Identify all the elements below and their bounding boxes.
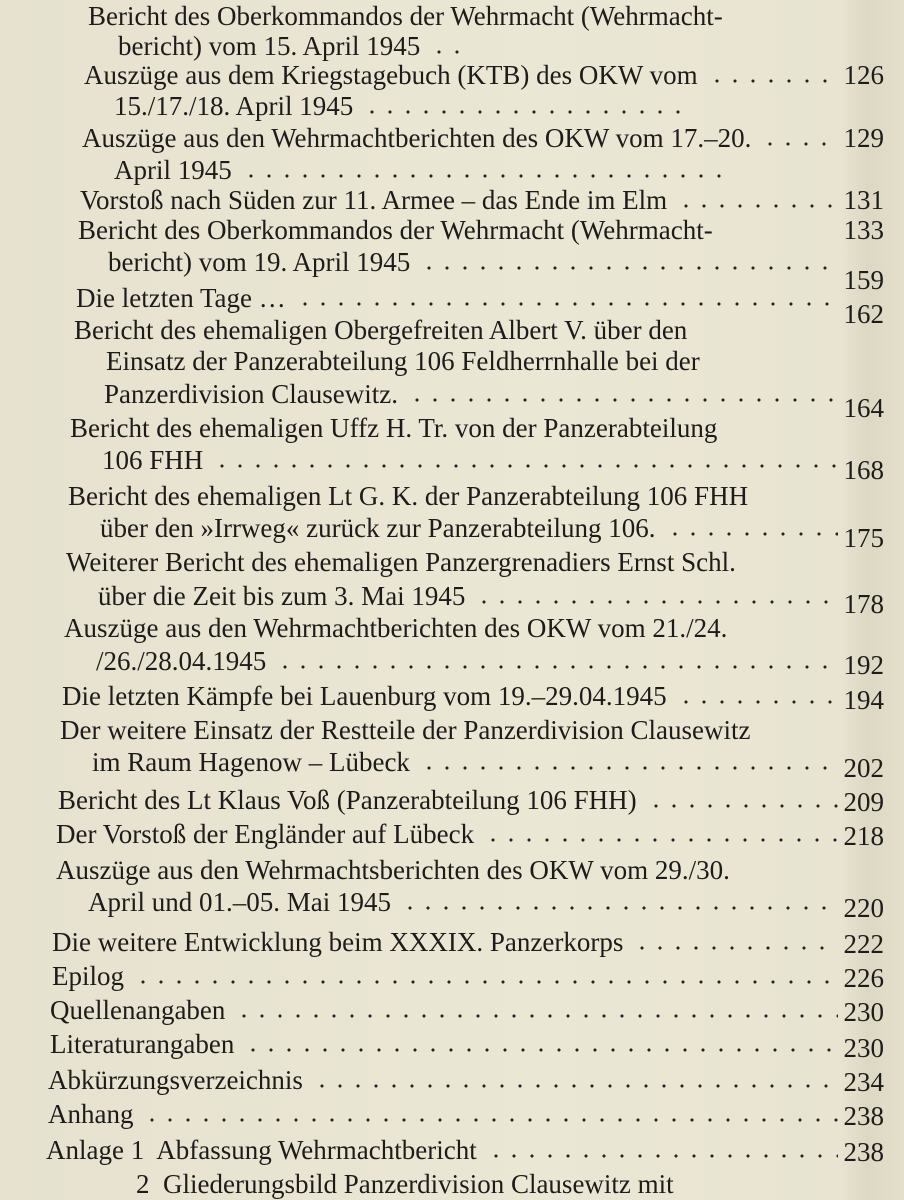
dot-leader [276,664,837,670]
toc-line [136,1170,674,1198]
page-number: 192 [843,650,884,680]
page-number: 129 [843,123,884,153]
toc-line [96,646,884,680]
page-number: 133 [843,215,884,245]
page-number: 220 [843,893,884,923]
toc-line [118,32,478,60]
dot-leader [420,765,838,771]
page-number: 209 [843,787,884,817]
dot-leader [647,803,838,809]
dot-leader [363,109,688,115]
dot-leader [761,141,837,147]
dot-leader [484,837,837,843]
toc-text: Literaturangaben [50,1029,235,1059]
toc-text: bericht) vom 15. April 1945 [118,31,421,61]
toc-text: Einsatz der Panzerabteilung 106 Feldherrnhalle bei der [106,346,700,376]
page-number: 164 [843,393,884,423]
toc-line [62,681,884,715]
toc-text: Anhang [48,1099,134,1129]
toc-line [46,1135,884,1167]
dot-leader [134,979,838,985]
toc-text: 15./17./18. April 1945 [114,91,354,121]
toc-text: Bericht des ehemaligen Obergefreiten Albert V. über den [74,315,688,345]
toc-line [82,124,884,152]
toc-text: Der weitere Einsatz der Restteile der Panzerdivision Clausewitz [60,715,751,745]
dot-leader [708,78,838,84]
toc-line [92,747,884,783]
dot-leader [487,1153,838,1159]
dot-leader [420,265,837,271]
toc-text: April 1945 [114,155,232,185]
toc-line [80,186,884,214]
page-number: 178 [843,589,884,619]
toc-line [64,614,727,642]
toc-line [114,92,694,120]
page-number: 230 [843,997,884,1027]
dot-leader [296,301,838,307]
dot-leader [677,203,837,209]
dot-leader [633,945,837,951]
toc-text: Epilog [52,961,124,991]
toc-text: Der Vorstoß der Engländer auf Lübeck [56,819,475,849]
toc-line [56,819,884,851]
toc-text: /26./28.04.1945 [96,646,267,676]
toc-line [66,548,736,576]
toc-line [74,316,687,344]
toc-text: über die Zeit bis zum 3. Mai 1945 [98,581,466,611]
toc-text: 2 Gliederungsbild Panzerdivision Clausewitz mit [136,1169,674,1199]
dot-leader [430,49,472,55]
page-number: 159 [843,265,884,295]
page-number: 238 [843,1101,884,1131]
page-number: 168 [843,455,884,485]
toc-text: Bericht des Oberkommandos der Wehrmacht (Wehrmacht- [78,215,713,245]
page-number: 202 [843,753,884,783]
dot-leader [677,699,838,705]
toc-line [48,1065,884,1097]
toc-line [102,445,884,485]
dot-leader [401,905,838,911]
toc-text: Vorstoß nach Süden zur 11. Armee – das Ende im Elm [80,185,668,215]
page-number: 234 [843,1067,884,1097]
toc-line [48,1099,884,1131]
toc-text: im Raum Hagenow – Lübeck [92,747,410,777]
toc-text: Bericht des Lt Klaus Voß (Panzerabteilung 106 FHH) [58,785,637,815]
toc-line [108,247,884,295]
toc-text: Bericht des Oberkommandos der Wehrmacht (Wehrmacht- [88,1,723,31]
toc-text: Anlage 1 Abfassung Wehrmachtbericht [46,1135,477,1165]
dot-leader [244,1047,837,1053]
toc-text: über den »Irrweg« zurück zur Panzerabteilung 106. [100,513,656,543]
page-number: 218 [843,821,884,851]
toc-text: Quellenangaben [50,995,226,1025]
toc-text: Die letzten Kämpfe bei Lauenburg vom 19.–29.04.1945 [62,681,667,711]
page-number: 222 [843,929,884,959]
toc-text: Panzerdivision Clausewitz. [104,379,398,409]
toc-text: 106 FHH [102,445,204,475]
toc-line [68,482,748,510]
page-number: 131 [843,185,884,215]
toc-text: Die weitere Entwicklung beim XXXIX. Panzerkorps [52,927,624,957]
page-number: 194 [843,685,884,715]
page-number: 238 [843,1137,884,1167]
dot-leader [475,599,837,605]
toc-line [76,283,884,329]
toc-text: Auszüge aus den Wehrmachtberichten des OKW vom 17.–20. [82,123,752,153]
dot-leader [213,463,837,469]
toc-text: Weiterer Bericht des ehemaligen Panzergrenadiers Ernst Schl. [66,547,736,577]
toc-line [88,2,723,30]
dot-leader [313,1083,838,1089]
page-number: 230 [843,1033,884,1063]
toc-line [56,856,730,884]
page-number: 162 [843,299,884,329]
toc-text: Auszüge aus den Wehrmachtsberichten des OKW vom 29./30. [56,855,730,885]
toc-line [50,995,884,1027]
page-number: 175 [843,523,884,553]
dot-leader [666,531,838,537]
page-number: 226 [843,963,884,993]
toc-text: bericht) vom 19. April 1945 [108,247,411,277]
dot-leader [235,1013,837,1019]
page-number: 126 [843,60,884,90]
toc-text: Die letzten Tage … [76,283,286,313]
toc-text: Auszüge aus den Wehrmachtberichten des OKW vom 21./24. [64,613,728,643]
toc-line [84,61,884,89]
toc-text: Auszüge aus dem Kriegstagebuch (KTB) des OKW vom [84,60,698,90]
dot-leader [242,173,728,179]
toc-line [52,927,884,959]
toc-line [58,785,884,817]
toc-line [114,156,734,184]
toc-line [70,414,717,442]
dot-leader [143,1117,837,1123]
toc-text: Bericht des ehemaligen Uffz H. Tr. von der Panzerabteilung [70,413,718,443]
toc-line [98,581,884,619]
toc-line [106,347,700,375]
toc-line [104,379,884,423]
toc-line [50,1029,884,1063]
toc-line [60,716,751,744]
toc-text: Bericht des ehemaligen Lt G. K. der Panzerabteilung 106 FHH [68,481,749,511]
toc-text: Abkürzungsverzeichnis [48,1065,303,1095]
toc-line [88,887,884,923]
dot-leader [408,397,838,403]
toc-text: April und 01.–05. Mai 1945 [88,887,391,917]
toc-line [78,216,884,244]
toc-line [52,961,884,993]
toc-line [100,513,884,553]
